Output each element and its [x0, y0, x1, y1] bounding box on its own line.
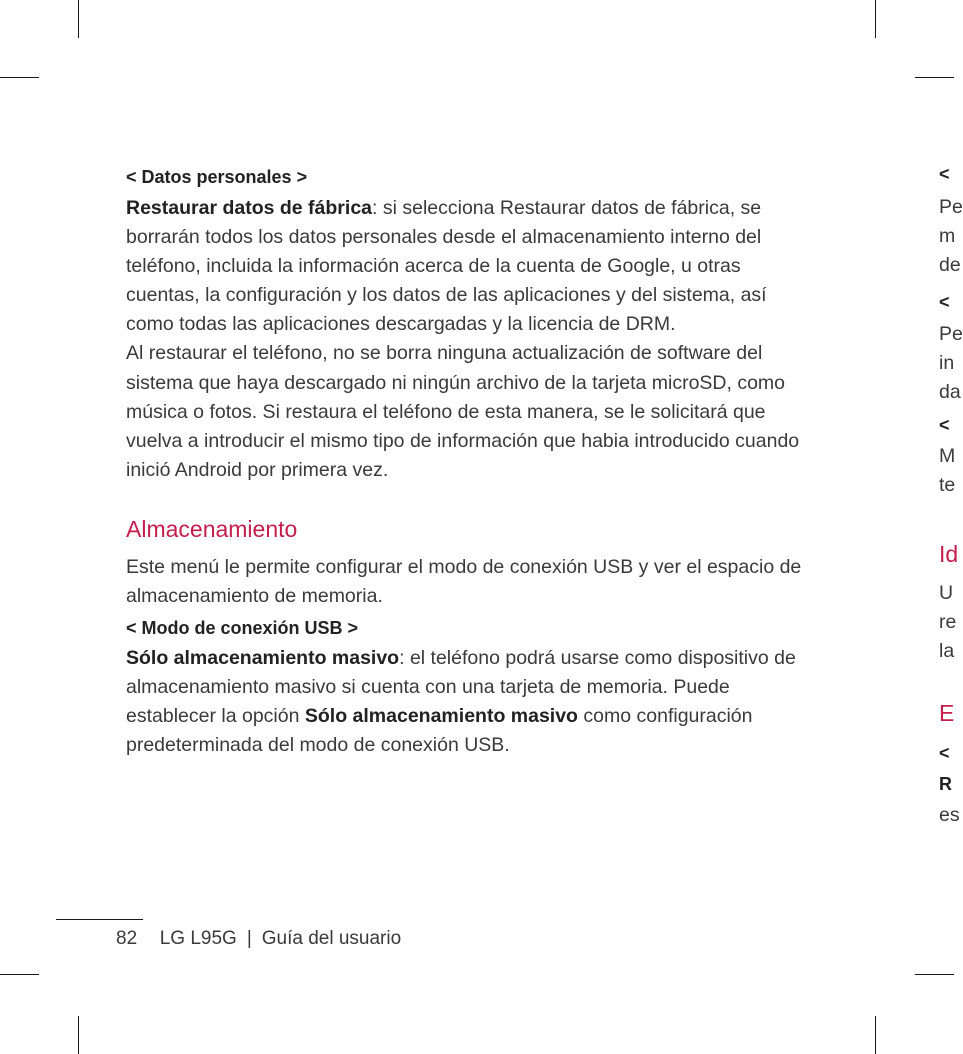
right-fragment: <: [939, 292, 950, 312]
crop-mark: [915, 77, 954, 78]
solo-text-2: como configuración predeterminada del modo de conexión USB.: [126, 705, 753, 757]
restaurar-paragraph: [126, 194, 816, 339]
restaurar-text: : si selecciona Restaurar datos de fábrica, se borrarán todos los datos personales desde el almacenamiento interno del teléfono, incluida la información acerca de la cuenta de Google, u otras cuentas, la configuración y los datos de las aplicaciones y del sistema, así como todas las aplicaciones descargadas y la licencia de DRM.: [126, 197, 767, 336]
right-fragment: te: [939, 474, 956, 496]
left-column: [126, 163, 816, 761]
right-fragment: la: [939, 640, 955, 662]
right-fragment: U: [939, 582, 954, 604]
solo-text: : el teléfono podrá usarse como dispositivo de almacenamiento masivo si cuenta con una tarjeta de memoria. Puede establecer la opción: [126, 647, 796, 728]
right-fragment: de: [939, 254, 961, 276]
right-fragment: es: [939, 804, 960, 826]
right-fragment: <: [939, 415, 950, 435]
footer-rule: [56, 919, 143, 920]
right-fragment: E: [939, 700, 955, 726]
crop-mark: [78, 0, 79, 38]
datos-personales-title: < Datos personales >: [126, 167, 308, 187]
crop-mark: [0, 974, 39, 975]
right-fragment: R: [939, 774, 952, 794]
usb-mode-title: < Modo de conexión USB >: [126, 618, 359, 639]
right-fragment: <: [939, 743, 950, 763]
right-fragment: m: [939, 225, 956, 247]
right-fragment: in: [939, 352, 955, 374]
footer: [116, 928, 401, 950]
almacenamiento-intro: Este menú le permite configurar el modo de conexión USB y ver el espacio de almacenamiento de memoria.: [126, 555, 802, 608]
crop-mark: [915, 974, 954, 975]
right-fragment: M: [939, 445, 956, 467]
guide-title: Guía del usuario: [261, 928, 402, 949]
page-number: 82: [116, 928, 138, 949]
right-fragment: Pe: [939, 323, 963, 345]
restaurar-paragraph-2: Al restaurar el teléfono, no se borra ninguna actualización de software del sistema que haya descargado ni ningún archivo de la tarjeta microSD, como música o fotos. Si restaura el teléfono de esta manera, se le solicitará que vuelva a introducir el mismo tipo de información que habia introducido cuando inició Android por primera vez.: [126, 342, 800, 481]
crop-mark: [78, 1016, 79, 1054]
almacenamiento-heading: Almacenamiento: [126, 515, 298, 542]
crop-mark: [0, 77, 39, 78]
crop-mark: [875, 0, 876, 38]
right-fragment: da: [939, 381, 961, 403]
restaurar-label: Restaurar datos de fábrica: [126, 197, 373, 219]
solo-label: Sólo almacenamiento masivo: [126, 647, 400, 670]
solo-paragraph: [126, 644, 816, 760]
right-fragment: <: [939, 164, 950, 184]
solo-label-2: Sólo almacenamiento masivo: [304, 705, 578, 728]
product-name: LG L95G: [159, 928, 237, 949]
right-fragment: re: [939, 611, 957, 633]
right-fragment: Pe: [939, 196, 963, 218]
right-fragment: Id: [939, 541, 959, 567]
footer-separator: |: [246, 928, 252, 949]
crop-mark: [875, 1016, 876, 1054]
